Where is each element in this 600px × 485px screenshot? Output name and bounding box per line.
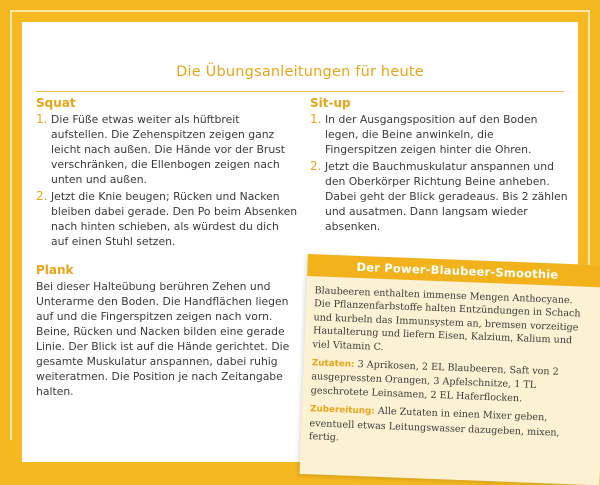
squat-steps: [36, 112, 298, 249]
recipe-preparation: [309, 402, 586, 454]
plank-text: Bei dieser Halteübung berühren Zehen und Unterarme den Boden. Die Handflächen liegen auf und die Fingerspitzen zeigen nach vorn. Beine, Rücken und Nacken bilden eine gerade Linie. Der Blick ist auf die Hände gerichtet. Die gesamte Muskulatur anspannen, dabei ruhig weiteratmen. Die Position je nach Zeitangabe halten.: [36, 280, 290, 398]
step-text: Jetzt die Knie beugen; Rücken und Nacken bleiben dabei gerade. Den Po beim Absenken nach hinten schieben, als würdest du dich auf einen Stuhl setzen.: [51, 190, 298, 248]
situp-step: [310, 112, 568, 157]
right-column: [310, 96, 568, 236]
situp-steps: [310, 112, 568, 234]
page-title: Die Übungsanleitungen für heute: [176, 64, 424, 80]
left-column: [36, 96, 298, 399]
recipe-body: [309, 284, 591, 459]
squat-step: [36, 112, 298, 187]
plank-section: [36, 263, 298, 399]
step-text: Die Füße etwas weiter als hüftbreit aufstellen. Die Zehenspitzen zeigen ganz leicht nach außen. Die Hände vor der Brust verschränken, die Ellenbogen zeigen nach unten und außen.: [51, 113, 286, 186]
plank-heading: Plank: [36, 263, 74, 277]
situp-heading: Sit-up: [310, 96, 351, 110]
recipe-intro: Blaubeeren enthalten immense Mengen Anthocyane. Die Pflanzenfarbstoffe halten Entzündungen in Schach und kurbeln das Immunsystem an, bremsen vorzeitige Hautalterung und liefern Eisen, Kalzium, Kalium und viel Vitamin C.: [312, 285, 581, 353]
situp-step: [310, 159, 568, 234]
squat-heading: Squat: [36, 96, 76, 110]
step-number: 2.: [310, 159, 322, 173]
step-text: Jetzt die Bauchmuskulatur anspannen und den Oberkörper Richtung Beine anheben. Dabei geht der Blick geradeaus. Bis 2 zählen und ausatmen. Dann langsam wieder absenken.: [325, 160, 568, 233]
step-text: In der Ausgangsposition auf den Boden legen, die Beine anwinkeln, die Fingerspitzen zeigen hinter die Ohren.: [325, 113, 538, 156]
step-number: 1.: [310, 112, 322, 126]
recipe-title: Der Power-Blaubeer-Smoothie: [307, 254, 600, 288]
ingredients-text: 3 Aprikosen, 2 EL Blaubeeren, Saft von 2 ausgepressten Orangen, 3 Apfelschnitze, 1 TL geschrotete Leinsamen, 2 EL Haferflocken.: [310, 358, 559, 405]
recipe-card: [300, 254, 600, 485]
preparation-label: Zubereitung:: [309, 404, 375, 417]
squat-section: [36, 96, 298, 249]
preparation-text: Alle Zutaten in einen Mixer geben, eventuell etwas Leitungswasser dazugeben, mixen, fertig.: [308, 405, 560, 444]
title-divider: [36, 91, 564, 92]
situp-section: [310, 96, 568, 234]
squat-step: [36, 189, 298, 249]
step-number: 1.: [36, 112, 48, 126]
recipe-ingredients: [310, 356, 587, 408]
ingredients-label: Zutaten:: [311, 358, 355, 370]
step-number: 2.: [36, 189, 48, 203]
